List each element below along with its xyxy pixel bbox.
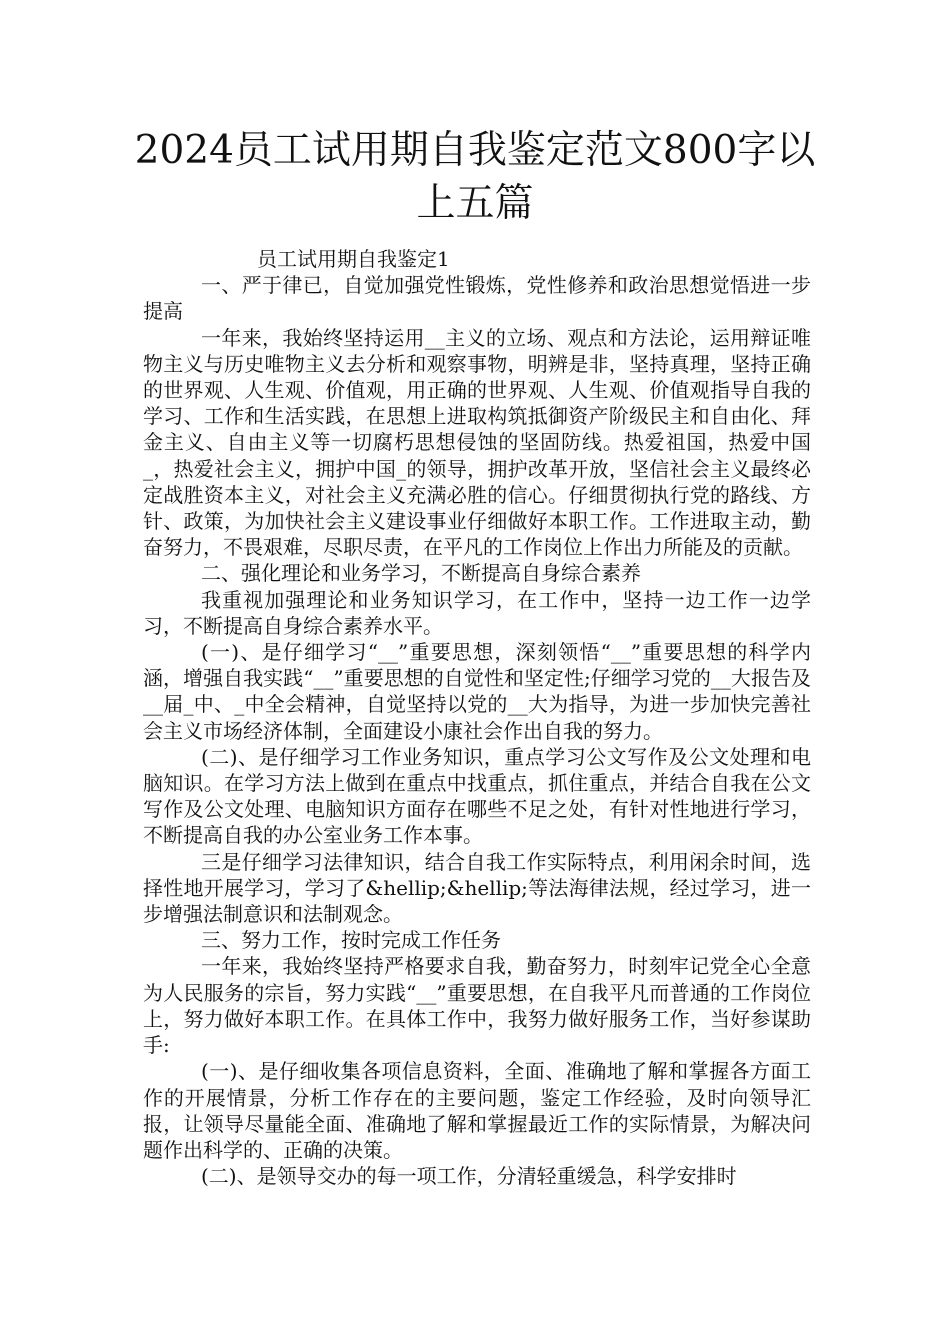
document-body <box>143 246 811 1189</box>
paragraph: 二、强化理论和业务学习，不断提高自身综合素养 <box>201 561 641 586</box>
paragraph: 一、严于律已，自觉加强党性锻炼，党性修养和政治思想觉悟进一步提高 <box>143 273 811 324</box>
section-title: 员工试用期自我鉴定1 <box>257 247 450 271</box>
paragraph: 我重视加强理论和业务知识学习，在工作中，坚持一边工作一边学习，不断提高自身综合素养水平。 <box>143 587 811 638</box>
paragraph: (一)、是仔细收集各项信息资料，全面、准确地了解和掌握各方面工作的开展情景，分析工作存在的主要问题，鉴定工作经验，及时向领导汇报，让领导尽量能全面、准确地了解和掌握最近工作的实际情景，为解决问题作出科学的、正确的决策。 <box>143 1059 811 1162</box>
document-title: 2024员工试用期自我鉴定范文800字以上五篇 <box>134 128 816 226</box>
paragraph: 三是仔细学习法律知识，结合自我工作实际特点，利用闲余时间，选择性地开展学习，学习了&hellip;&hellip;等法海律法规，经过学习，进一步增强法制意识和法制观念。 <box>143 849 811 927</box>
paragraph: 一年来，我始终坚持严格要求自我，勤奋努力，时刻牢记党全心全意为人民服务的宗旨，努力实践“__”重要思想，在自我平凡而普通的工作岗位上，努力做好本职工作。在具体工作中，我努力做好服务工作，当好参谋助手: <box>143 954 811 1058</box>
paragraph: (二)、是仔细学习工作业务知识，重点学习公文写作及公文处理和电脑知识。在学习方法上做到在重点中找重点，抓住重点，并结合自我在公文写作及公文处理、电脑知识方面存在哪些不足之处，有针对性地进行学习，不断提高自我的办公室业务工作本事。 <box>143 744 811 848</box>
paragraph: 一年来，我始终坚持运用__主义的立场、观点和方法论，运用辩证唯物主义与历史唯物主义去分析和观察事物，明辨是非，坚持真理，坚持正确的世界观、人生观、价值观，用正确的世界观、人生观、价值观指导自我的学习、工作和生活实践，在思想上进取构筑抵御资产阶级民主和自由化、拜金主义、自由主义等一切腐朽思想侵蚀的坚固防线。热爱祖国，热爱中国_，热爱社会主义，拥护中国_的领导，拥护改革开放，坚信社会主义最终必定战胜资本主义，对社会主义充满必胜的信心。仔细贯彻执行党的路线、方针、政策，为加快社会主义建设事业仔细做好本职工作。工作进取主动，勤奋努力，不畏艰难，尽职尽责，在平凡的工作岗位上作出力所能及的贡献。 <box>143 325 811 560</box>
paragraph: (二)、是领导交办的每一项工作，分清轻重缓急，科学安排时 <box>201 1164 737 1189</box>
paragraph: 三、努力工作，按时完成工作任务 <box>201 928 501 953</box>
paragraph: (一)、是仔细学习“__”重要思想，深刻领悟“__”重要思想的科学内涵，增强自我实践“__”重要思想的自觉性和坚定性;仔细学习党的__大报告及__届_中、_中全会精神，自觉坚持以党的__大为指导，为进一步加快完善社会主义市场经济体制，全面建设小康社会作出自我的努力。 <box>143 640 811 743</box>
